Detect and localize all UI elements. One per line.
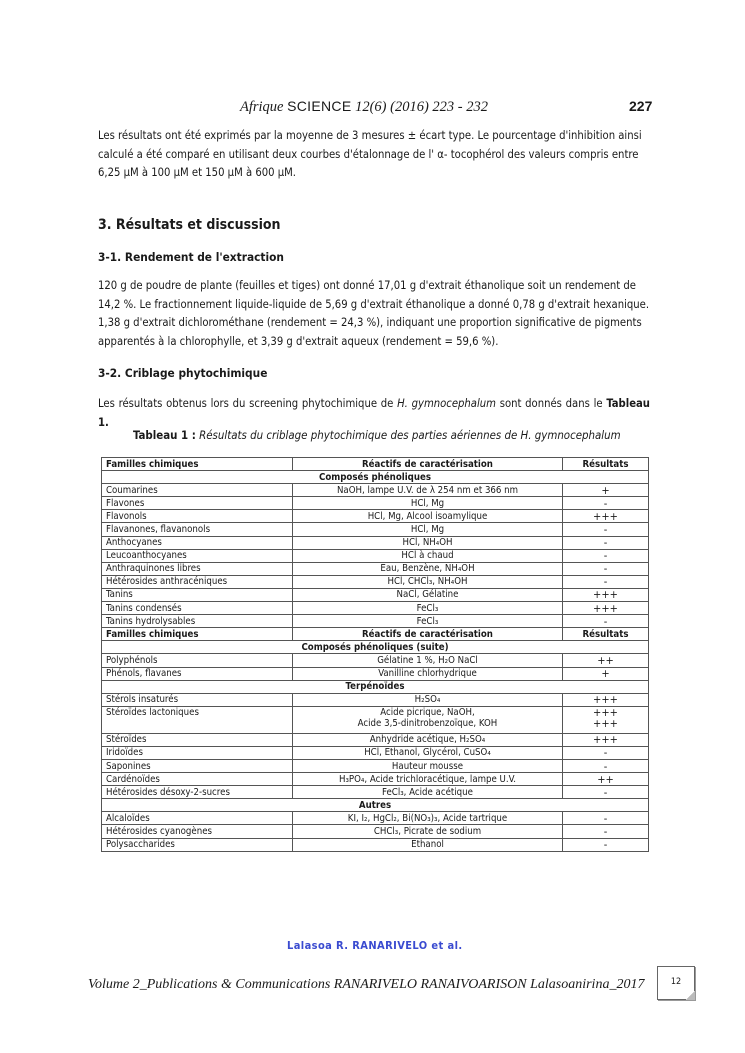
table-section-row: [102, 680, 649, 693]
table-row: [102, 838, 649, 851]
family-cell-text: Tanins condensés: [106, 602, 182, 614]
reagent-cell: [293, 706, 563, 733]
family-cell-text: Saponines: [106, 760, 151, 772]
result-cell-text: -: [603, 838, 608, 852]
result-cell-text: -: [603, 759, 608, 773]
journal-citation: 12(6) (2016) 223 - 232: [355, 99, 488, 115]
table-row: [102, 497, 649, 510]
family-cell: [102, 838, 293, 851]
reagent-cell: [293, 759, 563, 772]
subsection-heading: 3-1. Rendement de l'extraction: [98, 250, 284, 264]
caption-text: Résultats du criblage phytochimique des parties aériennes de H. gymnocephalum: [199, 428, 621, 442]
species-name: H. gymnocephalum: [397, 397, 496, 410]
reagent-cell-text: FeCl₃: [416, 615, 439, 627]
reagent-cell-text: CHCl₃, Picrate de sodium: [373, 825, 482, 837]
reagent-cell: [293, 575, 563, 588]
family-cell-text: Coumarines: [106, 484, 158, 496]
family-cell-text: Tanins hydrolysables: [106, 615, 196, 627]
family-cell-text: Stéroïdes lactoniques: [106, 706, 199, 718]
table-row: [102, 773, 649, 786]
table-header-row: [102, 628, 649, 641]
authors-line: Lalasoa R. RANARIVELO et al.: [287, 939, 463, 952]
family-cell-text: Alcaloïdes: [106, 812, 150, 824]
result-cell: [563, 536, 649, 549]
family-cell: [102, 759, 293, 772]
reagent-cell: [293, 615, 563, 628]
section-heading: 3. Résultats et discussion: [98, 217, 281, 233]
reagent-cell-text: HCl, CHCl₃, NH₄OH: [387, 576, 468, 588]
reagent-cell-text: H₃PO₄, Acide trichloracétique, lampe U.V.: [338, 773, 517, 785]
result-cell-text: -: [603, 824, 608, 838]
family-cell-text: Anthocyanes: [106, 537, 162, 549]
result-cell: [563, 825, 649, 838]
family-cell-text: Iridoïdes: [106, 747, 143, 759]
result-cell-text: +++: [593, 509, 618, 523]
family-cell-text: Cardénoïdes: [106, 773, 160, 785]
result-cell-text: -: [603, 496, 608, 510]
reagent-cell: [293, 562, 563, 575]
result-cell-text: -: [603, 549, 608, 563]
result-cell-text: +++: [593, 706, 618, 719]
reagent-cell-text: Eau, Benzène, NH₄OH: [380, 563, 475, 575]
result-cell: [563, 667, 649, 680]
result-cell-text: ++: [597, 653, 614, 667]
column-header: Réactifs de caractérisation: [293, 628, 563, 641]
journal-name-italic: Afrique: [240, 99, 284, 115]
result-cell: [563, 654, 649, 667]
table-row: [102, 733, 649, 746]
reagent-cell-text: HCl, Mg: [410, 524, 445, 536]
reagent-cell: [293, 838, 563, 851]
family-cell: [102, 575, 293, 588]
text-span: sont donnés dans le: [495, 397, 607, 410]
table-row: [102, 825, 649, 838]
table-row: [102, 549, 649, 562]
family-cell-text: Stéroïdes: [106, 734, 147, 746]
reagent-cell: [293, 746, 563, 759]
result-cell-text: -: [603, 811, 608, 825]
result-cell-text: +++: [593, 601, 618, 615]
family-cell: [102, 562, 293, 575]
reagent-cell: [293, 654, 563, 667]
text-line: Les résultats ont été exprimés par la moyenne de 3 mesures ± écart type. Le pourcentage d'inhibition ainsi: [98, 129, 642, 142]
result-cell: [563, 523, 649, 536]
table-row: [102, 746, 649, 759]
table-row: [102, 536, 649, 549]
reagent-cell: [293, 510, 563, 523]
section-label: Composés phénoliques (suite): [102, 641, 649, 654]
table-row: [102, 667, 649, 680]
family-cell: [102, 602, 293, 615]
result-cell: [563, 602, 649, 615]
table-section-row: [102, 799, 649, 812]
reagent-cell: [293, 733, 563, 746]
intro-paragraph: [98, 127, 650, 183]
reagent-cell-text: Anhydride acétique, H₂SO₄: [369, 734, 486, 746]
result-cell-text: +: [601, 483, 610, 497]
table-row: [102, 759, 649, 772]
table-row: [102, 654, 649, 667]
family-cell-text: Hétérosides cyanogènes: [106, 825, 213, 837]
result-cell: [563, 693, 649, 706]
reagent-cell-text: HCl, Ethanol, Glycérol, CuSO₄: [364, 747, 491, 759]
result-cell: [563, 549, 649, 562]
text-line: apparentés à la chlorophylle, et 3,39 g d'extrait aqueux (rendement = 59,6 %).: [98, 334, 499, 348]
result-cell-text: -: [603, 575, 608, 589]
reagent-cell-text: FeCl₃, Acide acétique: [382, 786, 473, 798]
family-cell: [102, 706, 293, 733]
footer-text: Volume 2_Publications & Communications RANARIVELO RANAIVOARISON Lalasoanirina_2017: [88, 977, 645, 992]
family-cell-text: Flavones: [106, 497, 145, 509]
family-cell-text: Phénols, flavanes: [106, 668, 182, 680]
table-row: [102, 484, 649, 497]
table-row: [102, 812, 649, 825]
result-cell: [563, 786, 649, 799]
reagent-cell: [293, 825, 563, 838]
column-header: Familles chimiques: [102, 458, 293, 471]
result-cell-text: -: [603, 523, 608, 537]
text-line: 1,38 g d'extrait dichlorométhane (rendement = 24,3 %), indiquant une proportion significative de pigments: [98, 316, 642, 329]
family-cell: [102, 615, 293, 628]
reagent-cell-text: Vanilline chlorhydrique: [378, 668, 477, 680]
reagent-cell-text: HCl, NH₄OH: [402, 537, 453, 549]
result-cell-text: -: [603, 562, 608, 576]
result-cell: [563, 759, 649, 772]
result-cell-text: -: [603, 746, 608, 760]
result-cell-text: -: [603, 536, 608, 550]
family-cell-text: Hétérosides anthracéniques: [106, 576, 228, 588]
family-cell: [102, 654, 293, 667]
family-cell-text: Hétérosides désoxy-2-sucres: [106, 786, 230, 798]
family-cell: [102, 536, 293, 549]
table-row: [102, 588, 649, 601]
table-section-row: [102, 471, 649, 484]
family-cell: [102, 746, 293, 759]
reagent-cell-text: FeCl₃: [416, 602, 439, 614]
reagent-cell-text: KI, I₂, HgCl₂, Bi(NO₃)₃, Acide tartrique: [347, 812, 508, 824]
table-row: [102, 523, 649, 536]
reagent-cell: [293, 812, 563, 825]
section-label: Composés phénoliques: [102, 471, 649, 484]
result-cell: [563, 746, 649, 759]
table-row: [102, 706, 649, 733]
reagent-cell: [293, 693, 563, 706]
text-span: Les résultats obtenus lors du screening phytochimique de: [98, 397, 398, 410]
text-line: 14,2 %. Le fractionnement liquide-liquide de 5,69 g d'extrait éthanolique a donné 0,78 g d'extrait hexanique.: [98, 297, 650, 311]
family-cell: [102, 497, 293, 510]
table-section-row: [102, 641, 649, 654]
result-cell-text: +++: [593, 588, 618, 602]
reagent-cell-text: Acide 3,5-dinitrobenzoïque, KOH: [357, 717, 498, 729]
result-cell: [563, 773, 649, 786]
phytochemical-table: [101, 457, 649, 852]
result-cell: [563, 733, 649, 746]
table-row: [102, 575, 649, 588]
extraction-paragraph: [98, 277, 650, 351]
result-cell-text: +: [601, 667, 610, 681]
result-cell: [563, 510, 649, 523]
screening-paragraph: [98, 395, 650, 432]
family-cell: [102, 549, 293, 562]
family-cell-text: Stérols insaturés: [106, 694, 179, 706]
subsection-heading: 3-2. Criblage phytochimique: [98, 366, 268, 380]
family-cell: [102, 693, 293, 706]
text-line: calculé a été comparé en utilisant deux courbes d'étalonnage de l' α- tocophérol des valeurs compris entre: [98, 147, 639, 161]
reagent-cell: [293, 484, 563, 497]
text-line: 6,25 µM à 100 µM et 150 µM à 600 µM.: [98, 166, 296, 179]
reagent-cell-text: HCl, Mg: [410, 497, 445, 509]
table-row: [102, 615, 649, 628]
result-cell: [563, 562, 649, 575]
result-cell-text: +++: [593, 716, 618, 730]
result-cell: [563, 575, 649, 588]
reagent-cell-text: Ethanol: [411, 839, 444, 851]
page-number: 227: [629, 98, 653, 114]
table-row: [102, 562, 649, 575]
table-row: [102, 786, 649, 799]
caption-label: Tableau 1 :: [133, 428, 196, 442]
family-cell: [102, 733, 293, 746]
family-cell: [102, 825, 293, 838]
reagent-cell: [293, 773, 563, 786]
table-row: [102, 510, 649, 523]
table-row: [102, 693, 649, 706]
family-cell-text: Anthraquinones libres: [106, 563, 201, 575]
reagent-cell-text: Hauteur mousse: [391, 760, 464, 772]
section-label: Terpénoïdes: [102, 680, 649, 693]
result-cell: [563, 838, 649, 851]
column-header: Résultats: [563, 628, 649, 641]
journal-name: SCIENCE: [287, 98, 352, 114]
reagent-cell: [293, 497, 563, 510]
family-cell: [102, 773, 293, 786]
table-reference: Tableau 1.: [98, 397, 650, 429]
reagent-cell: [293, 602, 563, 615]
family-cell: [102, 812, 293, 825]
reagent-cell-text: HCl à chaud: [401, 550, 454, 562]
result-cell: [563, 497, 649, 510]
table-row: [102, 602, 649, 615]
family-cell: [102, 588, 293, 601]
result-cell: [563, 812, 649, 825]
reagent-cell: [293, 549, 563, 562]
family-cell-text: Polyphénols: [106, 654, 158, 666]
reagent-cell-text: H₂SO₄: [414, 694, 441, 706]
result-cell-text: +++: [593, 693, 618, 707]
family-cell-text: Flavonols: [106, 510, 147, 522]
reagent-cell-text: Gélatine 1 %, H₂O NaCl: [377, 654, 478, 666]
reagent-cell: [293, 588, 563, 601]
column-header: Résultats: [563, 458, 649, 471]
reagent-cell-text: HCl, Mg, Alcool isoamylique: [367, 510, 488, 522]
family-cell: [102, 510, 293, 523]
reagent-cell: [293, 523, 563, 536]
family-cell-text: Tanins: [106, 589, 133, 601]
column-header: Réactifs de caractérisation: [293, 458, 563, 471]
result-cell-text: +++: [593, 733, 618, 747]
table-caption: [133, 428, 621, 442]
result-cell: [563, 484, 649, 497]
reagent-cell: [293, 667, 563, 680]
family-cell: [102, 786, 293, 799]
page-number-box: 12: [657, 966, 695, 1000]
family-cell-text: Leucoanthocyanes: [106, 550, 187, 562]
family-cell-text: Polysaccharides: [106, 839, 175, 851]
text-line: 120 g de poudre de plante (feuilles et tiges) ont donné 17,01 g d'extrait éthanolique soit un rendement de: [98, 279, 636, 292]
table-header-row: [102, 458, 649, 471]
family-cell: [102, 667, 293, 680]
reagent-cell: [293, 536, 563, 549]
journal-header: [240, 98, 488, 116]
section-label: Autres: [102, 799, 649, 812]
result-cell-text: -: [603, 614, 608, 628]
result-cell: [563, 706, 649, 733]
result-cell-text: ++: [597, 772, 614, 786]
family-cell: [102, 484, 293, 497]
result-cell-text: -: [603, 785, 608, 799]
column-header: Familles chimiques: [102, 628, 293, 641]
result-cell: [563, 615, 649, 628]
reagent-cell-text: Acide picrique, NaOH,: [380, 706, 475, 718]
family-cell-text: Flavanones, flavanonols: [106, 524, 211, 536]
family-cell: [102, 523, 293, 536]
reagent-cell-text: NaCl, Gélatine: [396, 589, 459, 601]
reagent-cell: [293, 786, 563, 799]
result-cell: [563, 588, 649, 601]
reagent-cell-text: NaOH, lampe U.V. de λ 254 nm et 366 nm: [336, 484, 519, 496]
